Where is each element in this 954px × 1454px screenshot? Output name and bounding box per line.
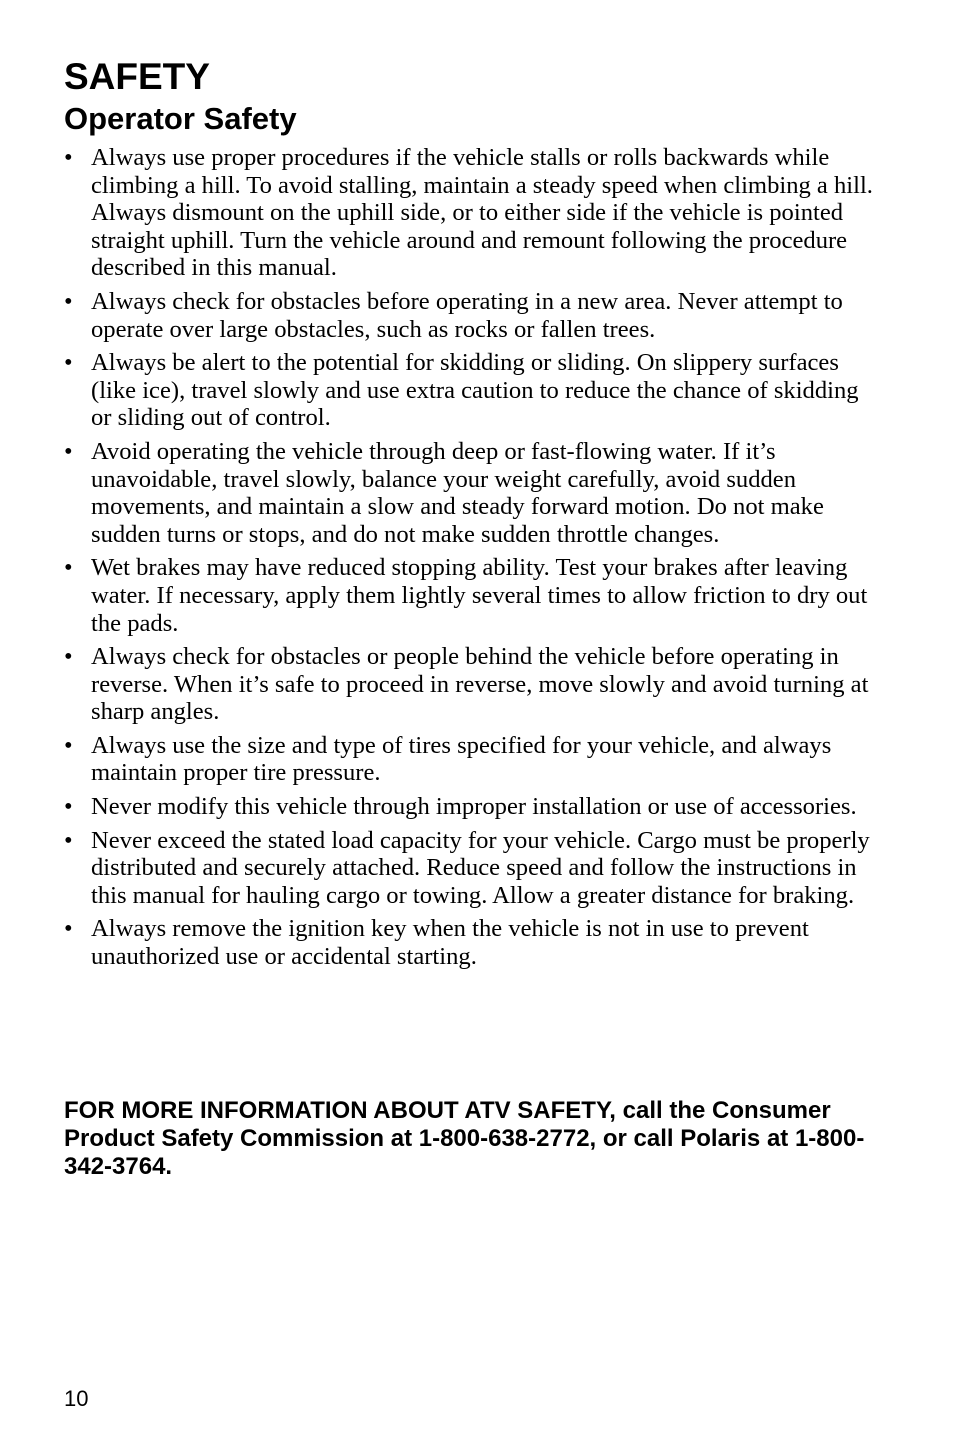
bullet-text: Always be alert to the potential for skidding or sliding. On slippery surfaces (like ice), travel slowly and use extra caution to reduce the chance of skidding or sliding out of control. bbox=[91, 349, 859, 432]
page-number: 10 bbox=[64, 1386, 89, 1411]
bullet-item bbox=[64, 827, 874, 910]
bullet-text: Never exceed the stated load capacity for your vehicle. Cargo must be properly distributed and securely attached. Reduce speed and follow the instructions in this manual for hauling cargo or towing. Allow a greater distance for braking. bbox=[91, 826, 870, 909]
bullet-text: Always use proper procedures if the vehicle stalls or rolls backwards while climbing a hill. To avoid stalling, maintain a steady speed when climbing a hill. Always dismount on the uphill side, or to either side if the vehicle is pointed straight uphill. Turn the vehicle around and remount following the procedure described in this manual. bbox=[91, 144, 873, 282]
bullet-text: Always check for obstacles or people behind the vehicle before operating in reverse. When it’s safe to proceed in reverse, move slowly and avoid turning at sharp angles. bbox=[91, 643, 869, 726]
bullet-item bbox=[64, 793, 874, 821]
bullet-text: Always check for obstacles before operating in a new area. Never attempt to operate over large obstacles, such as rocks or fallen trees. bbox=[91, 287, 843, 343]
bullet-item bbox=[64, 643, 874, 726]
bullet-item bbox=[64, 288, 874, 343]
bullet-icon: • bbox=[64, 287, 73, 315]
bullet-item bbox=[64, 349, 874, 432]
bullet-text: Wet brakes may have reduced stopping ability. Test your brakes after leaving water. If necessary, apply them lightly several times to allow friction to dry out the pads. bbox=[91, 554, 868, 637]
bullet-icon: • bbox=[64, 793, 73, 821]
bullet-text: Always remove the ignition key when the vehicle is not in use to prevent unauthorized use or accidental starting. bbox=[91, 915, 809, 971]
bullet-text: Always use the size and type of tires specified for your vehicle, and always maintain proper tire pressure. bbox=[91, 731, 832, 787]
bullet-icon: • bbox=[64, 731, 73, 759]
section-title: SAFETY bbox=[64, 56, 210, 97]
safety-bullet-list bbox=[64, 144, 874, 977]
bullet-item bbox=[64, 144, 874, 282]
bullet-item bbox=[64, 438, 874, 548]
bullet-text: Never modify this vehicle through improper installation or use of accessories. bbox=[91, 793, 857, 821]
bullet-item bbox=[64, 732, 874, 787]
bullet-item bbox=[64, 915, 874, 970]
bullet-text: Avoid operating the vehicle through deep or fast-flowing water. If it’s unavoidable, travel slowly, balance your weight carefully, avoid sudden movements, and maintain a slow and steady forward motion. Do not make sudden turns or stops, and do not make sudden throttle changes. bbox=[91, 437, 824, 548]
bullet-item bbox=[64, 554, 874, 637]
bullet-icon: • bbox=[64, 437, 73, 465]
bullet-icon: • bbox=[64, 643, 73, 671]
bullet-icon: • bbox=[64, 915, 73, 943]
bullet-icon: • bbox=[64, 826, 73, 854]
bullet-icon: • bbox=[64, 144, 73, 171]
bullet-icon: • bbox=[64, 554, 73, 582]
subsection-title: Operator Safety bbox=[64, 101, 297, 136]
more-information-note: FOR MORE INFORMATION ABOUT ATV SAFETY, call the Consumer Product Safety Commission at 1-800-638-2772, or call Polaris at 1-800-342-3764. bbox=[64, 1097, 865, 1180]
bullet-icon: • bbox=[64, 349, 73, 377]
